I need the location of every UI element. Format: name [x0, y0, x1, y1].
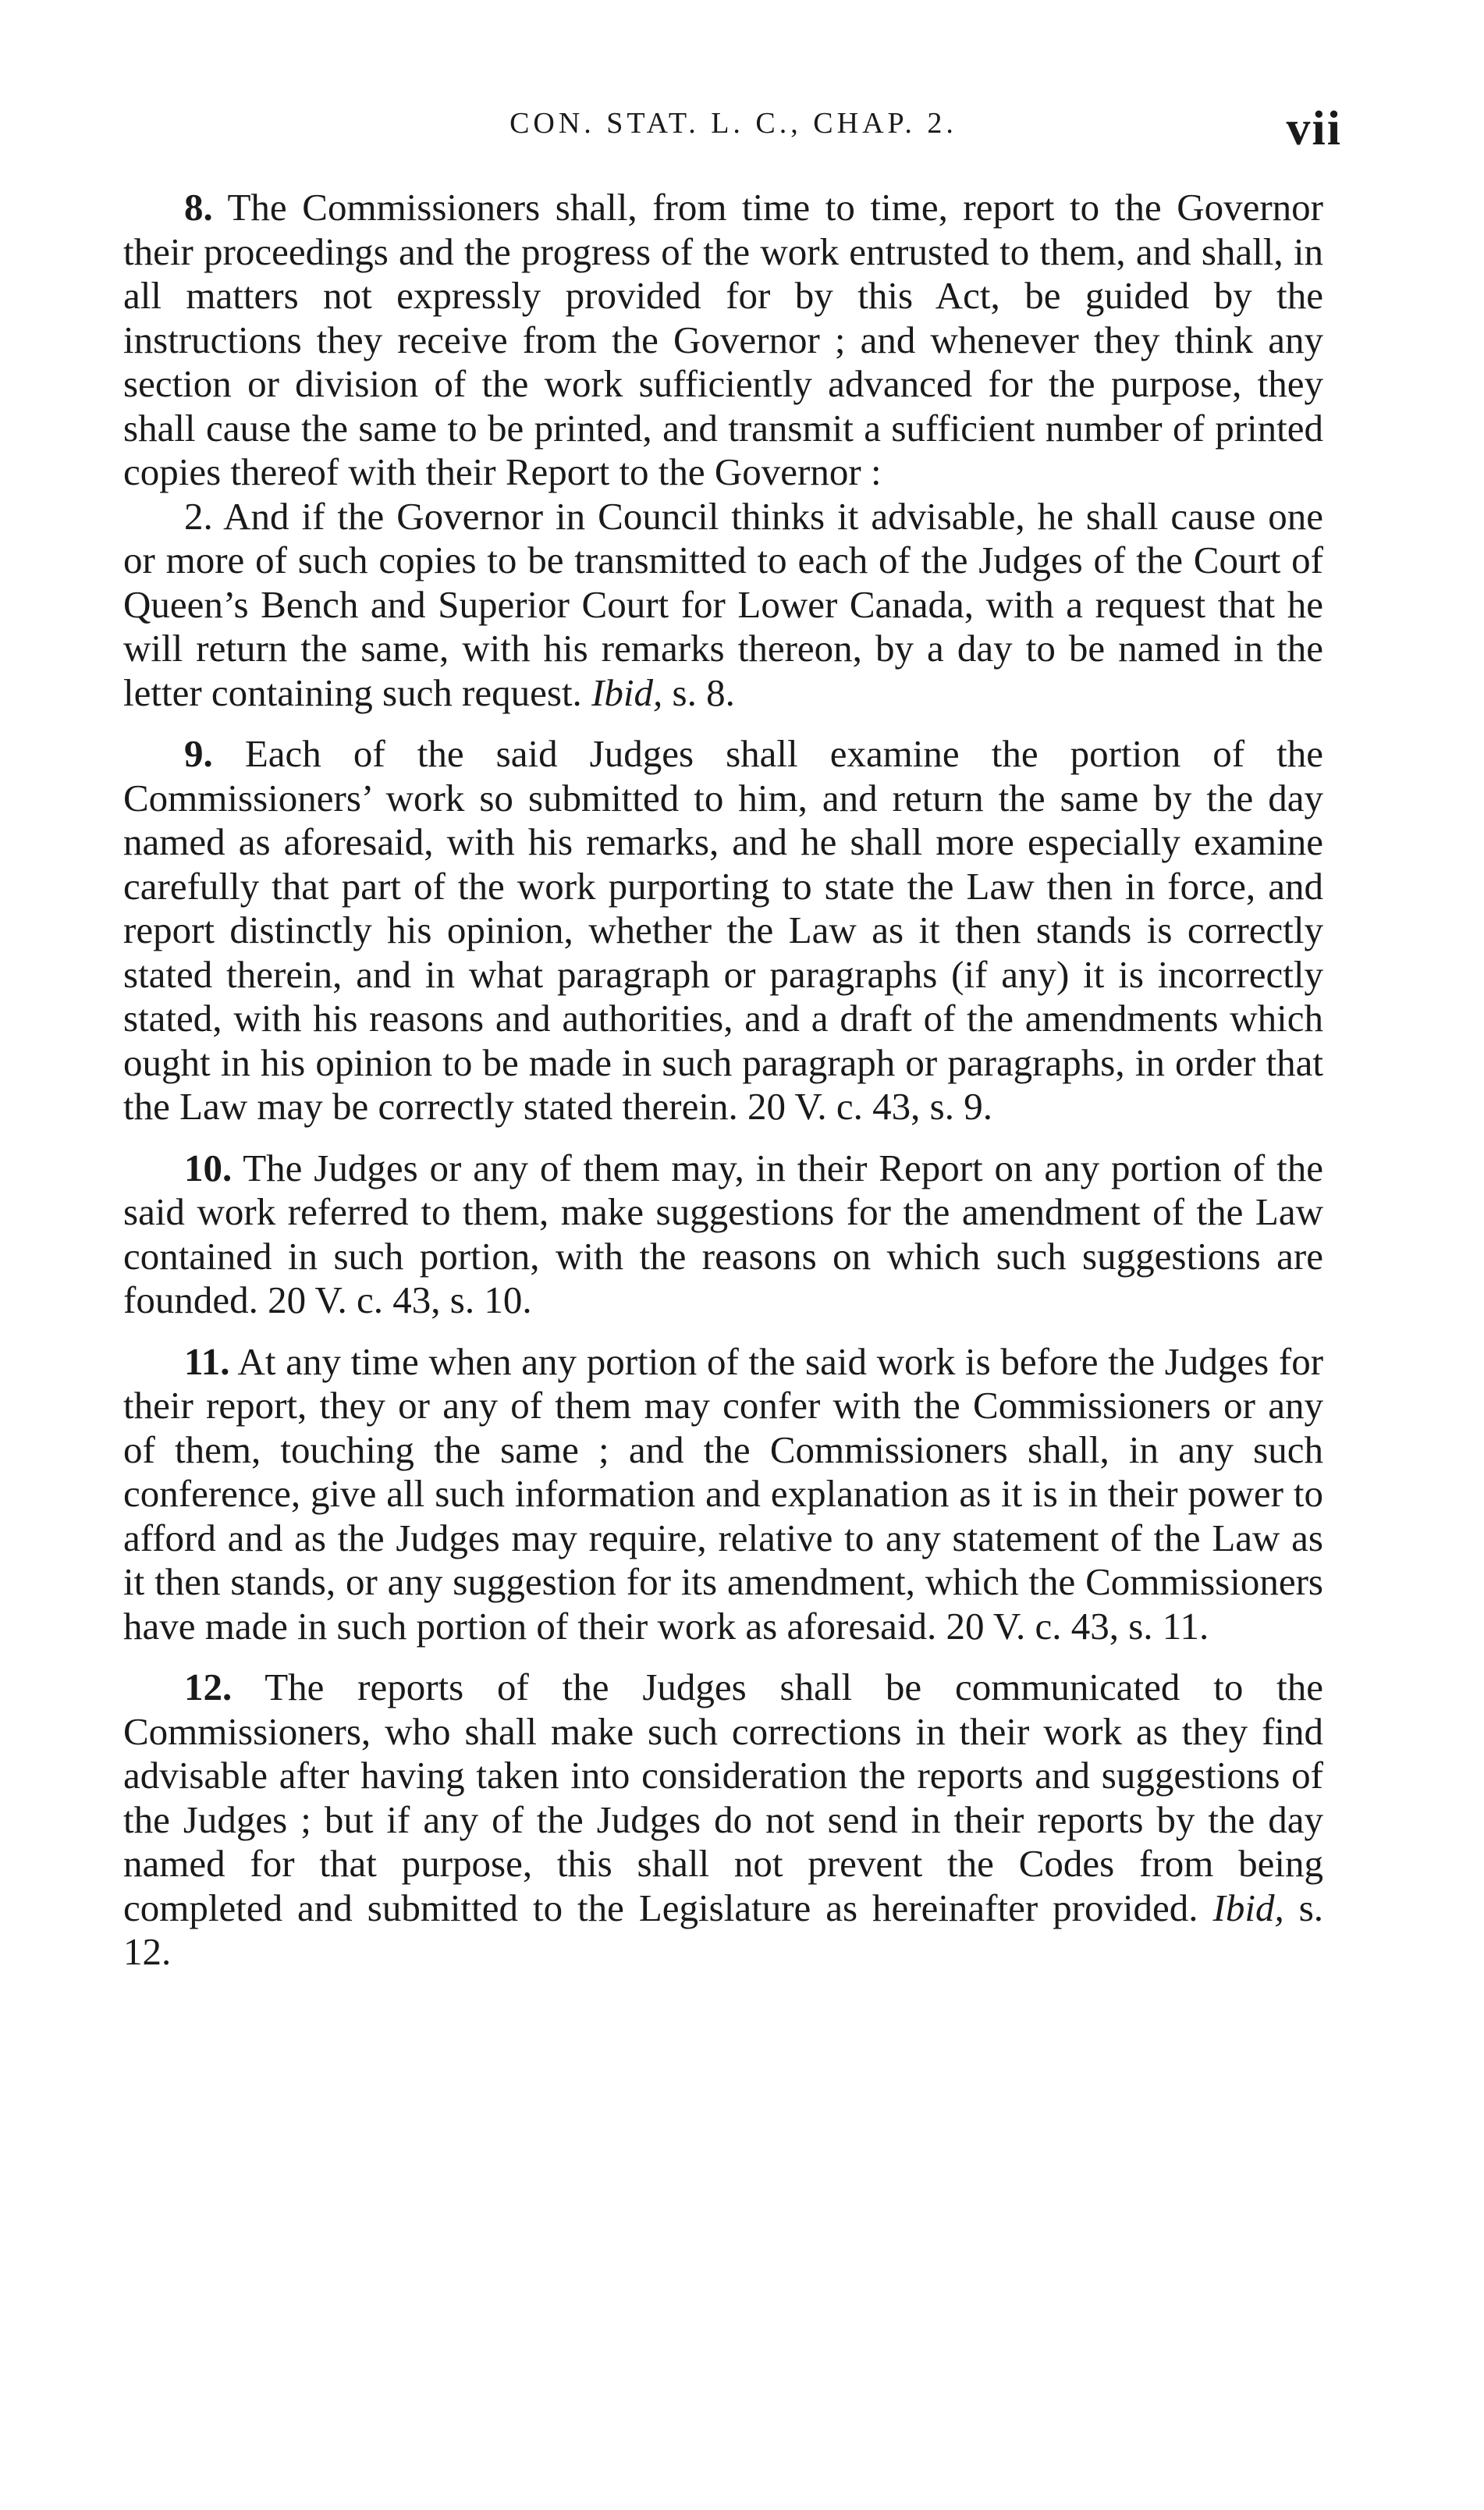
section-11 [123, 1340, 1323, 1649]
citation: 20 V. c. 43, s. 10. [268, 1278, 532, 1321]
section-12 [123, 1666, 1323, 1975]
section-text: The Commissioners shall, from time to time, report to the Governor their proceedings and the progress of the work entrusted to them, and shall, in all matters not expressly provided for by this Act, be guided by the instructions they receive from the Governor ; and whenever they think any section or division of the work sufficiently advanced for the purpose, they shall cause the same to be printed, and transmit a sufficient number of printed copies thereof with their Report to the Governor : [123, 186, 1323, 493]
section-text: The Judges or any of them may, in their Report on any portion of the said work referred to them, make suggestions for the amendment of the Law contained in such portion, with the reasons on which such suggestions are founded. [123, 1146, 1323, 1321]
section-number: 10. [184, 1146, 233, 1189]
section-8 [123, 186, 1323, 495]
section-text: At any time when any portion of the said work is before the Judges for their report, they or any of them may confer with the Commissioners or any of them, touching the same ; and the Commissioners shall, in any such conference, give all such information and explanation as it is in their power to afford and as the Judges may require, relative to any statement of the Law as it then stands, or any suggestion for its amendment, which the Commissioners have made in such portion of their work as aforesaid. [123, 1339, 1324, 1648]
page-number: vii [1286, 102, 1342, 155]
citation: s. 8. [672, 670, 735, 714]
section-text: The reports of the Judges shall be communicated to the Commissioners, who shall make such corrections in their work as they find advisable after having taken into consideration the reports and suggestions of the Judges ; but if any of the Judges do not send in their reports by the day named for that purpose, this shall not prevent the Codes from being completed and submitted to the Legislature as hereinafter provided. [123, 1666, 1324, 1929]
section-number: 8. [184, 186, 213, 229]
section-text: And if the Governor in Council thinks it advisable, he shall cause one or more of such copies to be transmitted to each of the Judges of the Court of Queen’s Bench and Superior Court for Lower Canada, with a request that he will return the same, with his remarks thereon, by a day to be named in the letter containing such request. [123, 494, 1323, 714]
section-number: 9. [184, 732, 213, 775]
citation: s. 12. [123, 1886, 1324, 1973]
citation-ref: Ibid, [591, 670, 663, 714]
section-9 [123, 732, 1323, 1129]
section-text: Each of the said Judges shall examine the portion of the Commissioners’ work so submitted to him, and return the same by the day named as aforesaid, with his remarks, and he shall more especially examine carefully that part of the work purporting to state the Law then in force, and report distinctly his opinion, whether the Law as it then stands is correctly stated therein, and in what paragraph or paragraphs (if any) it is incorrectly stated, with his reasons and authorities, and a draft of the amendments which ought in his opinion to be made in such paragraph or paragraphs, in order that the Law may be correctly stated therein. [123, 732, 1324, 1128]
section-8-subsection-2 [123, 495, 1323, 716]
section-number: 12. [184, 1666, 233, 1708]
running-head: CON. STAT. L. C., CHAP. 2. [509, 107, 957, 140]
citation: 20 V. c. 43, s. 9. [747, 1085, 992, 1128]
body-text [123, 186, 1323, 1975]
section-10 [123, 1147, 1323, 1323]
citation-ref: Ibid, [1212, 1886, 1284, 1929]
subsection-number: 2. [184, 494, 213, 538]
section-number: 11. [184, 1339, 230, 1383]
page-header [125, 101, 1342, 164]
citation: 20 V. c. 43, s. 11. [946, 1604, 1209, 1648]
